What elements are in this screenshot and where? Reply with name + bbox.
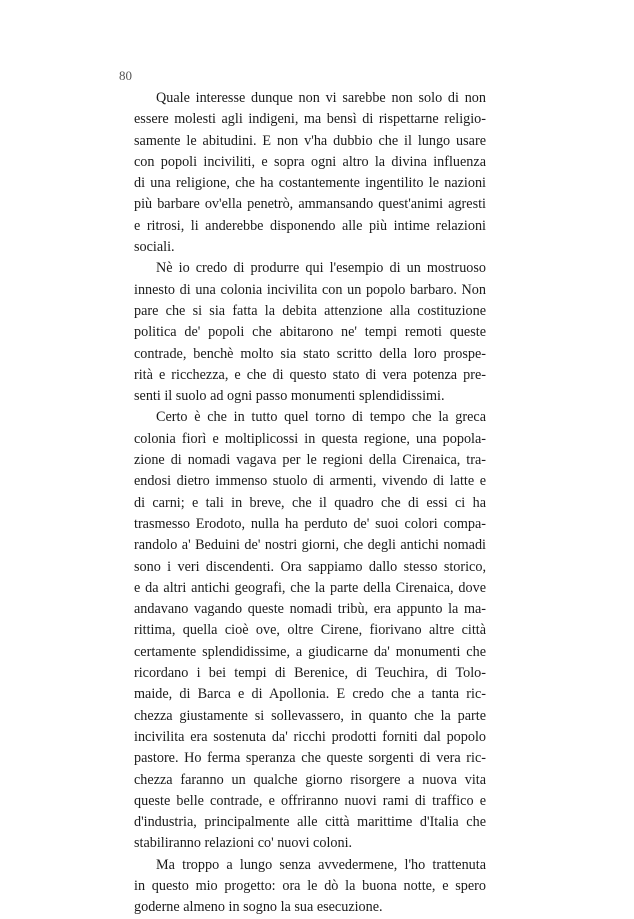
- text-line: stabiliranno relazioni co' nuovi coloni.: [134, 835, 353, 852]
- text-line: queste belle contrade, e offriranno nuovi rami di traffico e: [134, 792, 486, 809]
- text-line: in questo mio progetto: ora le dò la buona notte, e spero: [134, 877, 486, 894]
- text-line: sociali.: [134, 239, 175, 256]
- text-line: maide, di Barca e di Apollonia. E credo che a tanta ric-: [134, 686, 486, 703]
- text-line: samente le abitudini. E non v'ha dubbio che il lungo usare: [134, 132, 486, 149]
- text-line: pastore. Ho ferma speranza che queste sorgenti di vera ric-: [134, 750, 486, 767]
- text-line: Nè io credo di produrre qui l'esempio di un mostruoso: [156, 260, 486, 277]
- body-text: [134, 88, 486, 919]
- text-line: colonia fiorì e moltiplicossi in questa regione, una popola-: [134, 430, 486, 447]
- text-line: essere molesti agli indigeni, ma bensì di rispettarne religio-: [134, 111, 486, 128]
- page-number: 80: [119, 68, 132, 83]
- paragraph: [134, 258, 486, 407]
- text-line: e ritrosi, li anderebbe disponendo alle più intime relazioni: [134, 217, 486, 234]
- text-line: pare che si sia fatta la debita attenzione alla costituzione: [134, 302, 486, 319]
- text-line: ricordano i bei tempi di Berenice, di Teuchira, di Tolo-: [134, 665, 486, 682]
- paragraph: [134, 855, 486, 919]
- text-line: chezza faranno un qualche giorno risorgere a nuova vita: [134, 771, 486, 788]
- paragraph: [134, 407, 486, 854]
- text-line: innesto di una colonia incivilita con un popolo barbaro. Non: [134, 281, 486, 298]
- text-line: più barbare ov'ella penetrò, ammansando quest'animi agresti: [134, 196, 486, 213]
- text-line: contrade, benchè molto sia stato scritto della loro prospe-: [134, 345, 486, 362]
- text-line: andavano vagando queste nomadi tribù, era appunto la ma-: [134, 601, 486, 618]
- text-line: sono i veri discendenti. Ora sappiamo dallo stesso storico,: [134, 558, 486, 575]
- text-line: di una religione, che ha costantemente ingentilito le nazioni: [134, 175, 486, 192]
- text-line: Ma troppo a lungo senza avvedermene, l'ho trattenuta: [156, 856, 486, 873]
- text-line: endosi dietro immenso stuolo di armenti, vivendo di latte e: [134, 473, 486, 490]
- text-line: incivilita era sostenuta da' ricchi prodotti forniti dal popolo: [134, 728, 486, 745]
- text-line: certamente splendidissime, a giudicarne da' monumenti che: [134, 643, 486, 660]
- text-line: con popoli inciviliti, e sopra ogni altro la divina influenza: [134, 153, 486, 170]
- text-line: d'industria, principalmente alle città marittime d'Italia che: [134, 814, 486, 831]
- text-line: rittima, quella cioè ove, oltre Cirene, fiorivano altre città: [134, 622, 486, 639]
- paragraph: [134, 88, 486, 258]
- text-line: goderne almeno in sogno la sua esecuzione.: [134, 899, 383, 916]
- text-line: senti il suolo ad ogni passo monumenti splendidissimi.: [134, 388, 445, 405]
- text-line: politica de' popoli che abitarono ne' tempi remoti queste: [134, 324, 486, 341]
- text-line: zione di nomadi vagava per le regioni della Cirenaica, tra-: [134, 452, 486, 469]
- text-line: randolo a' Beduini de' nostri giorni, che degli antichi nomadi: [134, 537, 486, 554]
- text-line: di carni; e tali in breve, che il quadro che di essi ci ha: [134, 494, 486, 511]
- text-line: trasmesso Erodoto, nulla ha perduto de' suoi colori compa-: [134, 515, 486, 532]
- text-line: e da altri antichi geografi, che la parte della Cirenaica, dove: [134, 579, 486, 596]
- text-line: rità e ricchezza, e che di questo stato di vera potenza pre-: [134, 366, 486, 383]
- text-line: chezza giustamente si sollevassero, in quanto che la parte: [134, 707, 486, 724]
- text-line: Quale interesse dunque non vi sarebbe non solo di non: [156, 90, 486, 106]
- text-line: Certo è che in tutto quel torno di tempo che la greca: [156, 409, 486, 426]
